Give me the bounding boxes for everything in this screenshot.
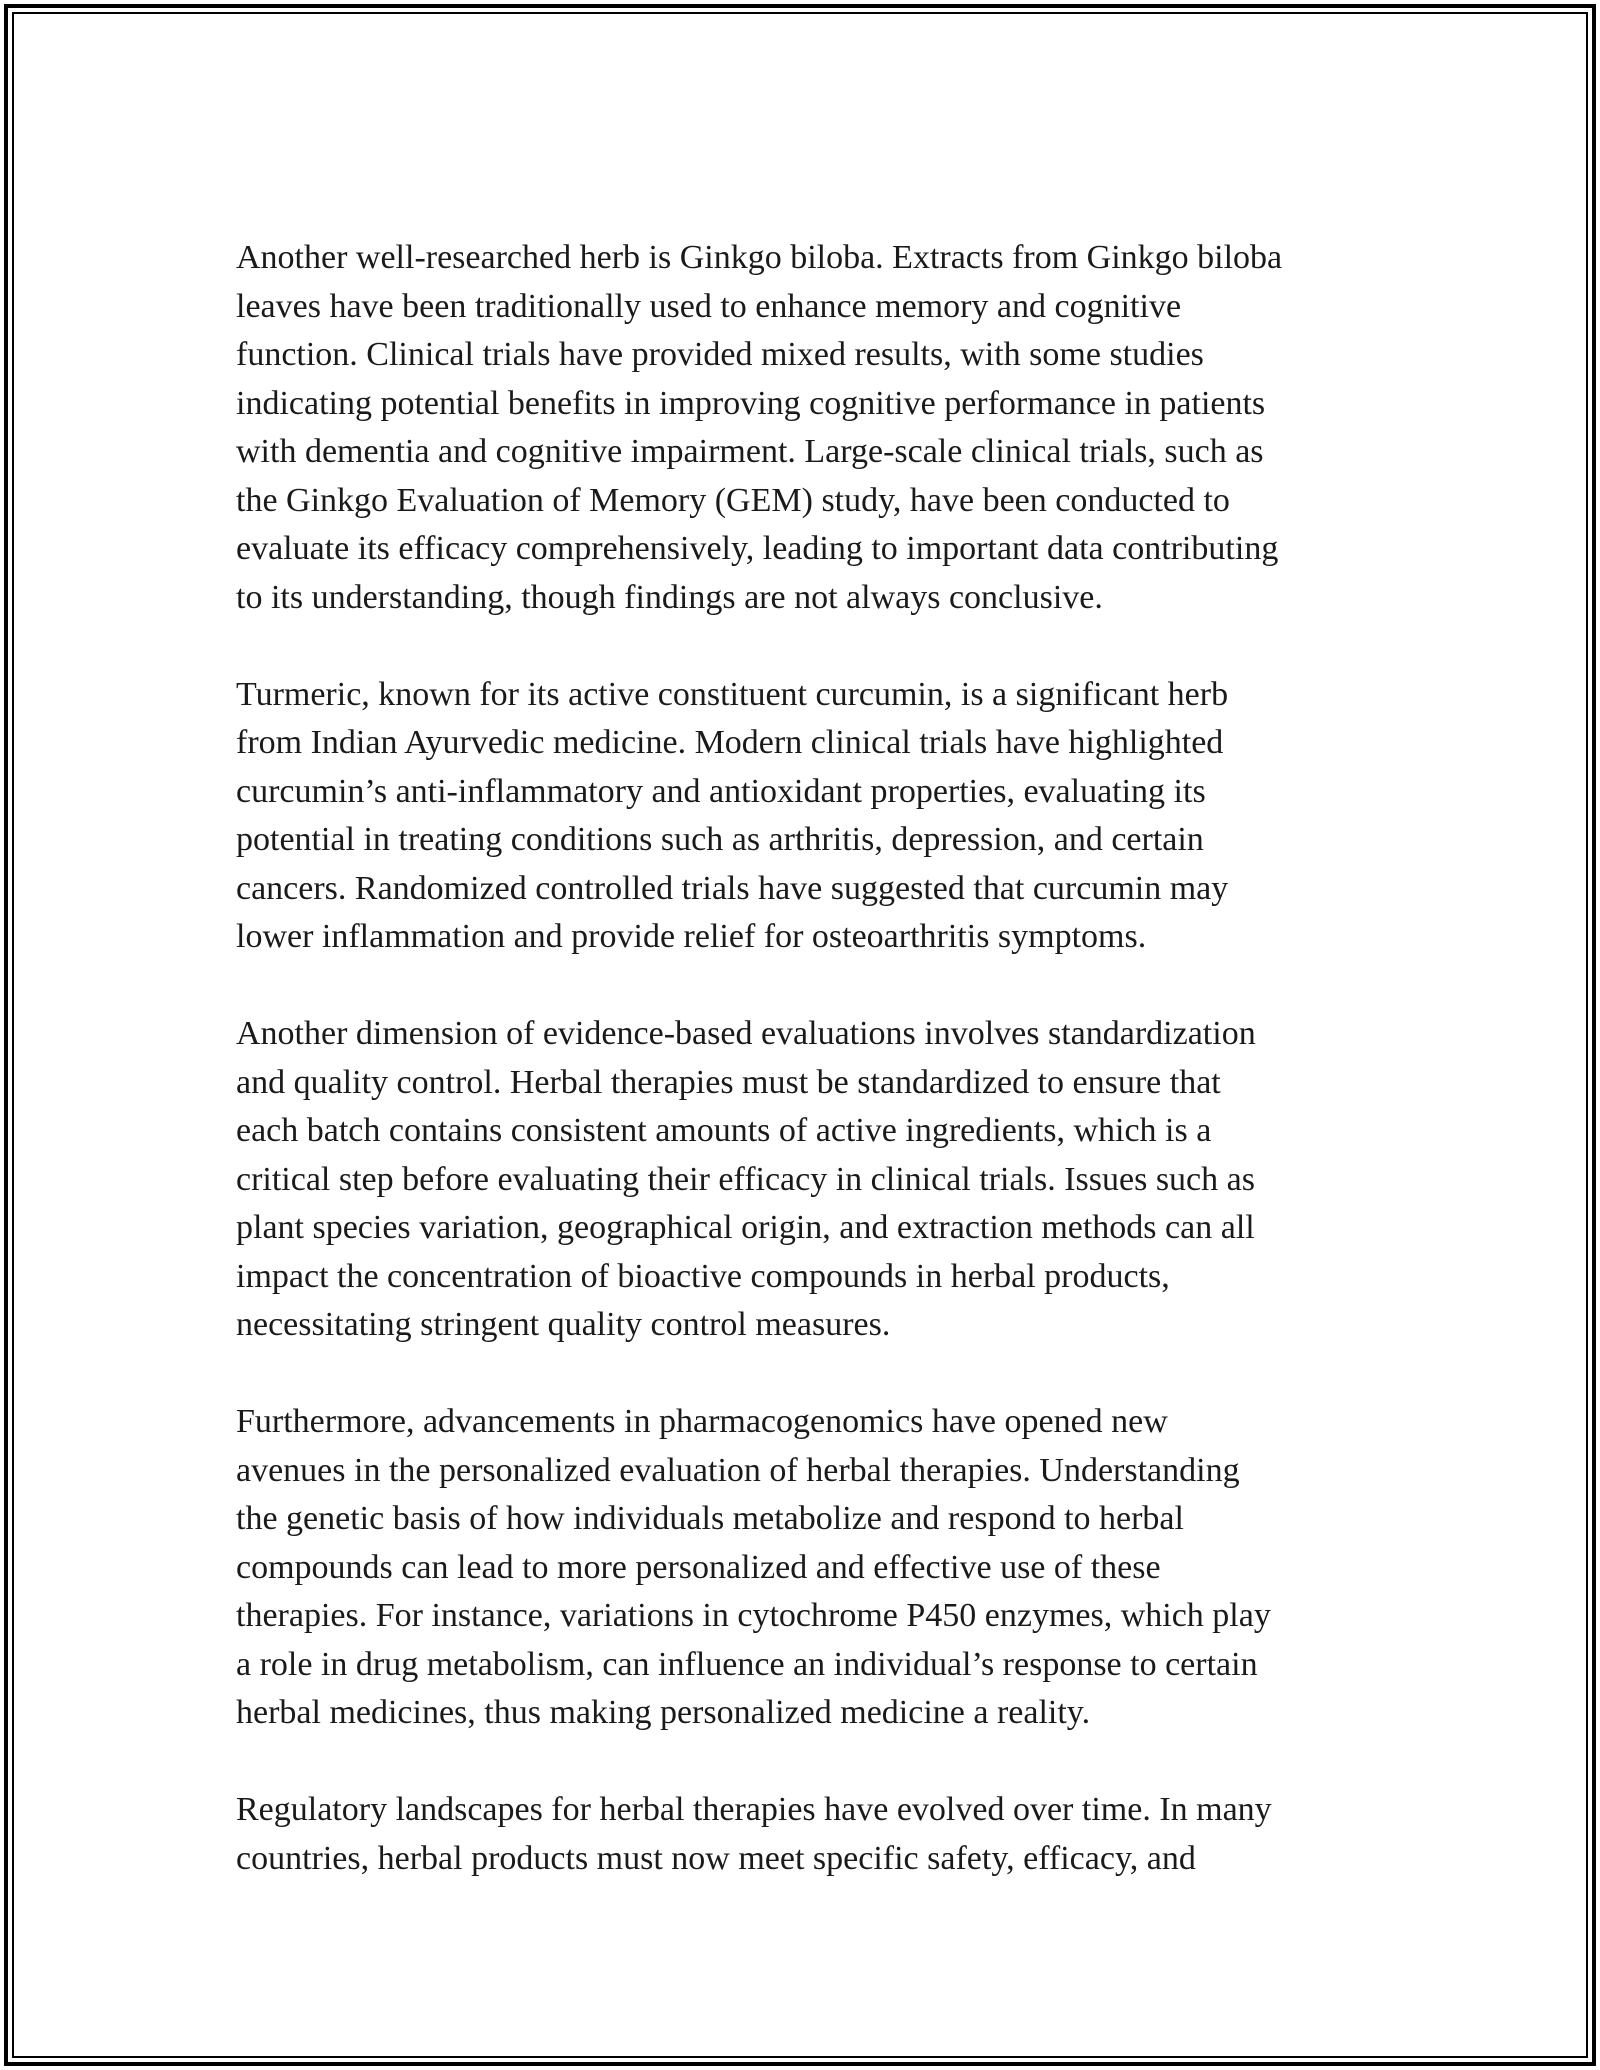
text-line: curcumin’s anti-inflammatory and antioxidant properties, evaluating its [236, 772, 1206, 810]
text-line: critical step before evaluating their efficacy in clinical trials. Issues such as [236, 1160, 1255, 1198]
text-line: necessitating stringent quality control measures. [236, 1306, 891, 1343]
text-line: function. Clinical trials have provided mixed results, with some studies [236, 336, 1204, 373]
text-line: Furthermore, advancements in pharmacogenomics have opened new [236, 1403, 1168, 1440]
text-line: Another dimension of evidence-based evaluations involves standardization [236, 1015, 1256, 1052]
text-line: and quality control. Herbal therapies must be standardized to ensure that [236, 1063, 1221, 1101]
text-line: with dementia and cognitive impairment. Large-scale clinical trials, such as [236, 433, 1264, 470]
text-line: Regulatory landscapes for herbal therapies have evolved over time. In many [236, 1791, 1272, 1828]
text-line: the genetic basis of how individuals metabolize and respond to herbal [236, 1500, 1184, 1537]
text-line: cancers. Randomized controlled trials have suggested that curcumin may [236, 869, 1229, 907]
document-body [236, 234, 1376, 1932]
text-line: impact the concentration of bioactive compounds in herbal products, [236, 1257, 1170, 1295]
text-line: from Indian Ayurvedic medicine. Modern clinical trials have highlighted [236, 724, 1224, 761]
text-line: to its understanding, though findings are not always conclusive. [236, 578, 1103, 616]
text-line: Another well-researched herb is Ginkgo biloba. Extracts from Ginkgo biloba [236, 239, 1283, 276]
text-line: plant species variation, geographical origin, and extraction methods can all [236, 1209, 1255, 1246]
paragraph-turmeric [236, 671, 1376, 962]
paragraph-ginkgo [236, 234, 1376, 622]
text-line: the Ginkgo Evaluation of Memory (GEM) study, have been conducted to [236, 481, 1230, 519]
text-line: each batch contains consistent amounts of active ingredients, which is a [236, 1112, 1212, 1149]
text-line: indicating potential benefits in improving cognitive performance in patients [236, 384, 1266, 422]
text-line: a role in drug metabolism, can influence an individual’s response to certain [236, 1645, 1258, 1683]
text-line: therapies. For instance, variations in cytochrome P450 enzymes, which play [236, 1597, 1271, 1634]
text-line: evaluate its efficacy comprehensively, leading to important data contributing [236, 530, 1279, 567]
text-line: herbal medicines, thus making personalized medicine a reality. [236, 1694, 1091, 1731]
text-line: lower inflammation and provide relief for osteoarthritis symptoms. [236, 918, 1147, 955]
text-line: Turmeric, known for its active constituent curcumin, is a significant herb [236, 675, 1229, 713]
text-line: leaves have been traditionally used to enhance memory and cognitive [236, 287, 1182, 325]
paragraph-regulatory [236, 1786, 1376, 1883]
paragraph-standardization [236, 1010, 1376, 1350]
text-line: avenues in the personalized evaluation of herbal therapies. Understanding [236, 1451, 1240, 1489]
paragraph-pharmacogenomics [236, 1398, 1376, 1738]
text-line: potential in treating conditions such as arthritis, depression, and certain [236, 821, 1204, 858]
text-line: compounds can lead to more personalized and effective use of these [236, 1548, 1161, 1586]
text-line: countries, herbal products must now meet specific safety, efficacy, and [236, 1839, 1196, 1877]
